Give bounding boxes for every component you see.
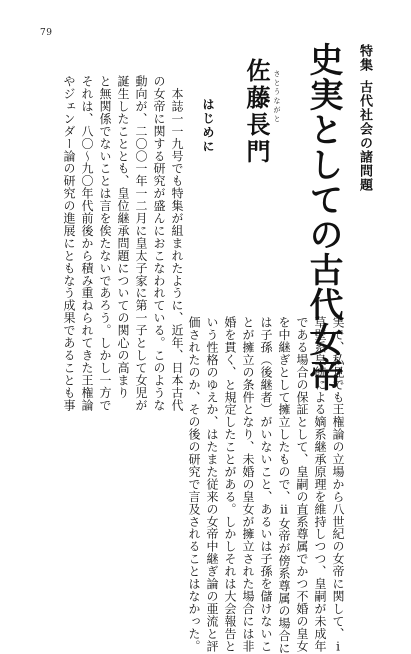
body-column: 実で、私見でも王権論の立場から八世紀の女帝に関して、ⅰ	[331, 316, 345, 654]
series-label: 特集	[357, 44, 372, 72]
body-column: である場合の保証として、皇嗣の直系尊属でかつ不婚の皇女	[295, 316, 309, 653]
body-column: とが擁立の条件となり、未婚の皇女が擁立された場合には非	[241, 316, 255, 653]
body-column: 価されたのか、その後の研究で言及されることはなかった。	[187, 316, 201, 653]
article-title: 史実としての古代女帝	[303, 42, 343, 392]
body-column: と無関係でないことは言を俟たないであろう。しかし一方で	[98, 75, 112, 412]
body-column: の女帝に関する研究が盛んにおこなわれている。このような	[152, 75, 166, 412]
author-name: 佐藤長門	[242, 58, 271, 166]
body-column: 誕生したこととも、皇位継承問題についての関心の高まり	[116, 75, 130, 399]
body-column: 動向が、二〇〇一年一二月に皇太子家に第一子として女児が	[134, 75, 148, 412]
body-column: 婚を貫く、と規定したことがある。しかしそれは大会報告と	[223, 316, 237, 653]
body-column: やジェンダー論の研究の進展にともなう成果であることも事	[62, 75, 76, 412]
series-heading	[355, 44, 374, 192]
body-column: は子孫（後継者）がいないこと、あるいは子孫を儲けないこ	[259, 316, 273, 653]
author-ruby: さとうながと	[273, 70, 281, 124]
series-subtitle: 古代社会の諸問題	[357, 80, 372, 192]
section-heading: はじめに	[201, 98, 215, 154]
page-number: 79	[40, 28, 53, 38]
body-column: いう性格のゆえか、はたまた従来の女帝中継ぎ論の亜流と評	[205, 316, 219, 653]
body-column: 草壁系皇統による嫡系継承原理を維持しつつ、皇嗣が未成年	[313, 316, 327, 653]
body-column: 本誌一一九号でも特集が組まれたように、近年、日本古代	[170, 75, 184, 412]
body-column: を中継ぎとして擁立したもので、ⅱ女帝が傍系尊属の場合に	[277, 316, 291, 654]
body-column: それは、八〇～九〇年代前後から積み重ねられてきた王権論	[80, 75, 94, 412]
